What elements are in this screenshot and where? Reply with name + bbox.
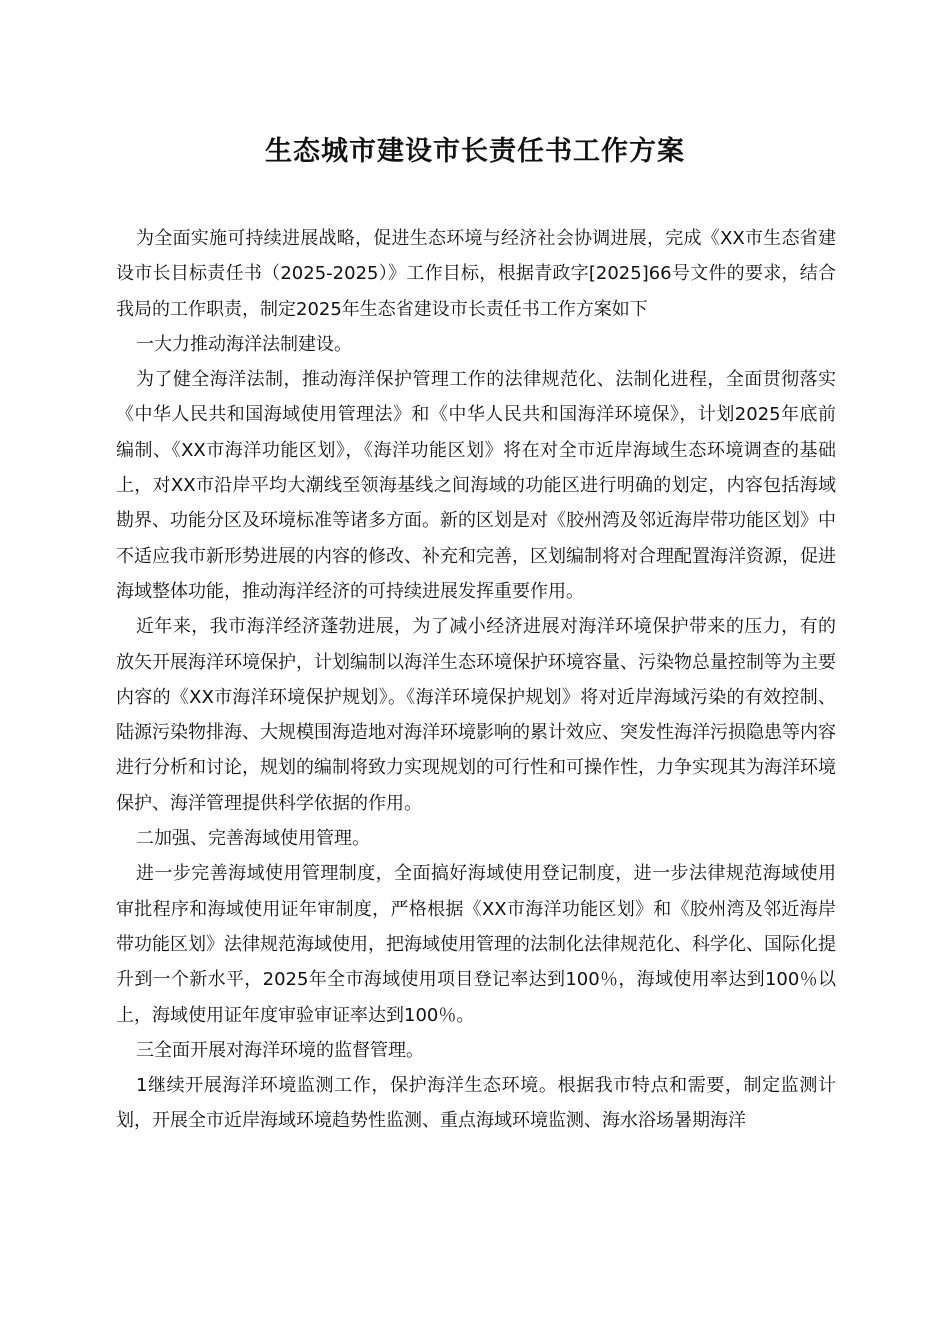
section-heading-1: 一大力推动海洋法制建设。	[136, 333, 352, 355]
section-heading-3: 三全面开展对海洋环境的监督管理。	[136, 1039, 424, 1061]
section-heading-2: 二加强、完善海域使用管理。	[136, 828, 370, 850]
intro-paragraph: 为全面实施可持续进展战略，促进生态环境与经济社会协调进展，完成《XX市生态省建设市长目标责任书（2025-2025）》工作目标，根据青政字[2025]66号文件的要求，结合我局的工作职责，制定2025年生态省建设市长责任书工作方案如下	[116, 228, 836, 320]
section-1-paragraph-2: 近年来，我市海洋经济蓬勃进展，为了减小经济进展对海洋环境保护带来的压力，有的放矢开展海洋环境保护，计划编制以海洋生态环境保护环境容量、污染物总量控制等为主要内容的《XX市海洋环境保护规划》。《海洋环境保护规划》将对近岸海域污染的有效控制、陆源污染物排海、大规模围海造地对海洋环境影响的累计效应、突发性海洋污损隐患等内容进行分析和讨论，规划的编制将致力实现规划的可行性和可操作性，力争实现其为海洋环境保护、海洋管理提供科学依据的作用。	[116, 616, 836, 814]
document-title: 生态城市建设市长责任书工作方案	[265, 136, 685, 167]
section-3-paragraph: 1继续开展海洋环境监测工作，保护海洋生态环境。根据我市特点和需要，制定监测计划，开展全市近岸海域环境趋势性监测、重点海域环境监测、海水浴场暑期海洋	[116, 1075, 836, 1132]
document-body	[116, 221, 836, 1139]
section-1-paragraph-1: 为了健全海洋法制，推动海洋保护管理工作的法律规范化、法制化进程，全面贯彻落实《中华人民共和国海域使用管理法》和《中华人民共和国海洋环境保》，计划2025年底前编制、《XX市海洋功能区划》，《海洋功能区划》将在对全市近岸海域生态环境调查的基础上，对XX市沿岸平均大潮线至领海基线之间海域的功能区进行明确的划定，内容包括海域勘界、功能分区及环境标准等诸多方面。新的区划是对《胶州湾及邻近海岸带功能区划》中不适应我市新形势进展的内容的修改、补充和完善，区划编制将对合理配置海洋资源，促进海域整体功能，推动海洋经济的可持续进展发挥重要作用。	[116, 369, 836, 602]
section-2-paragraph: 进一步完善海域使用管理制度，全面搞好海域使用登记制度，进一步法律规范海域使用审批程序和海域使用证年审制度，严格根据《XX市海洋功能区划》和《胶州湾及邻近海岸带功能区划》法律规范海域使用，把海域使用管理的法制化法律规范化、科学化、国际化提升到一个新水平，2025年全市海域使用项目登记率达到100％，海域使用率达到100％以上，海域使用证年度审验审证率达到100％。	[116, 863, 836, 1026]
